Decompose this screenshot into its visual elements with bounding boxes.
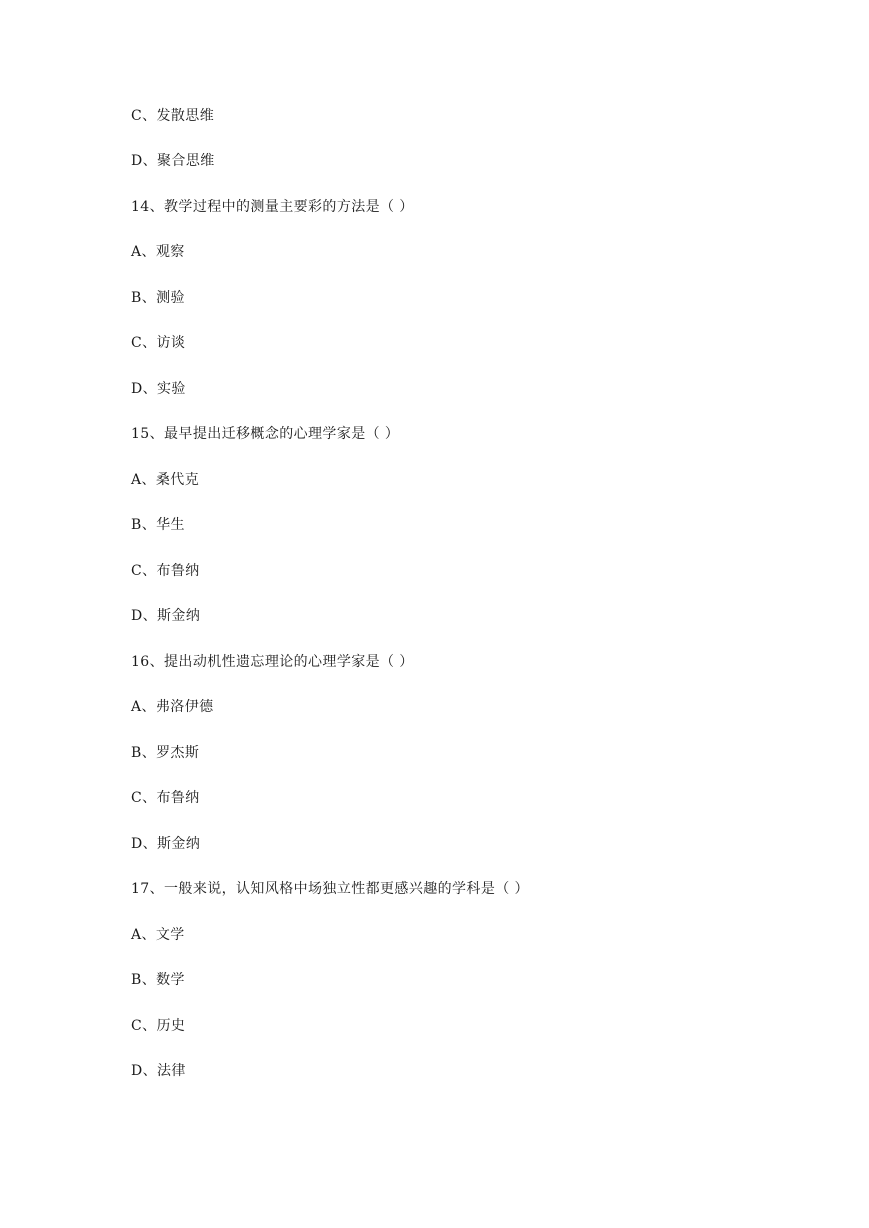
option-16-d: D、斯金纳 [131, 836, 201, 852]
option-16-c: C、布鲁纳 [131, 790, 200, 806]
option-13-d: D、聚合思维 [131, 153, 215, 169]
option-17-c: C、历史 [131, 1018, 186, 1034]
option-13-c: C、发散思维 [131, 108, 215, 124]
option-14-a: A、观察 [131, 244, 185, 260]
option-17-b: B、数学 [131, 972, 185, 988]
question-15: 15、最早提出迁移概念的心理学家是（ ） [131, 426, 400, 442]
option-17-a: A、文学 [131, 927, 185, 943]
question-17: 17、一般来说，认知风格中场独立性都更感兴趣的学科是（ ） [131, 881, 529, 897]
option-15-d: D、斯金纳 [131, 608, 201, 624]
option-15-c: C、布鲁纳 [131, 563, 200, 579]
option-15-b: B、华生 [131, 517, 185, 533]
option-14-b: B、测验 [131, 290, 185, 306]
option-15-a: A、桑代克 [131, 472, 200, 488]
option-14-c: C、访谈 [131, 335, 186, 351]
question-16: 16、提出动机性遗忘理论的心理学家是（ ） [131, 654, 414, 670]
option-16-a: A、弗洛伊德 [131, 699, 214, 715]
option-14-d: D、实验 [131, 381, 186, 397]
option-17-d: D、法律 [131, 1063, 186, 1079]
question-14: 14、教学过程中的测量主要彩的方法是（ ） [131, 199, 414, 215]
option-16-b: B、罗杰斯 [131, 745, 200, 761]
